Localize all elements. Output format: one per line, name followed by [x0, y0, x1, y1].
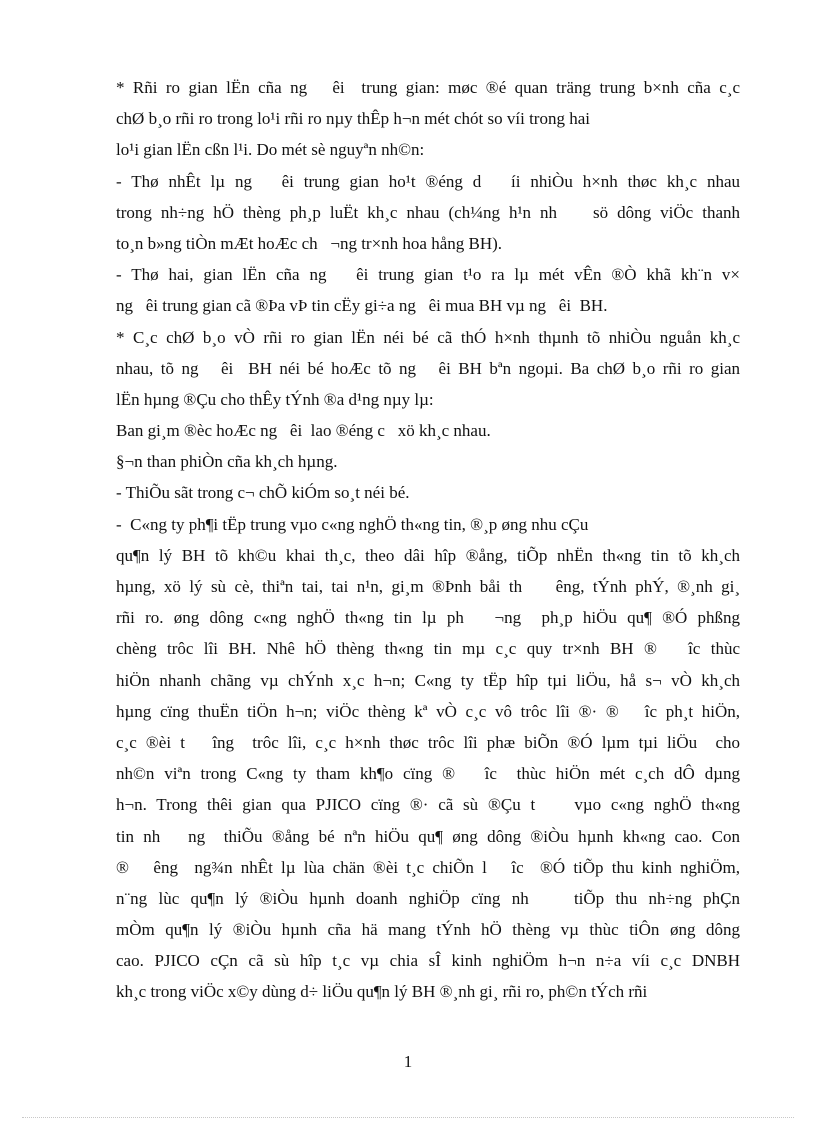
- text-line: Ban gi¸m ®èc hoÆc ng êi lao ®éng c xö kh¸c nhau.: [116, 421, 491, 441]
- text-line: * C¸c chØ b¸o vÒ rñi ro gian lËn néi bé cã thÓ h×nh thµnh tõ nhiÒu nguån kh¸c: [116, 327, 740, 347]
- text-line: tin nh ng thiÕu ®ång bé nªn hiÖu qu¶ øng dông ®iÒu hµnh kh«ng cao. Con: [116, 826, 740, 846]
- text-line: qu¶n lý BH tõ kh©u khai th¸c, theo dâi hîp ®ång, tiÕp nhËn th«ng tin tõ kh¸ch: [116, 545, 740, 565]
- text-line: n¨ng lùc qu¶n lý ®iÒu hµnh doanh nghiÖp cïng nh tiÕp thu nh÷ng phÇn: [116, 888, 740, 908]
- text-line: - C«ng ty ph¶i tËp trung vµo c«ng nghÖ th«ng tin, ®¸p øng nhu cÇu: [116, 514, 589, 534]
- text-line: chèng trôc lîi BH. Nhê hÖ thèng th«ng tin mµ c¸c quy tr×nh BH ® îc thùc: [116, 639, 740, 659]
- page-number: 1: [403, 1052, 413, 1071]
- text-line: trong nh÷ng hÖ thèng ph¸p luËt kh¸c nhau (ch¼ng h¹n nh sö dông viÖc thanh: [116, 202, 740, 222]
- text-line: - Thø hai, gian lËn cña ng êi trung gian t¹o ra lµ mét vÊn ®Ò khã kh¨n v×: [116, 265, 740, 285]
- text-line: hµng cïng thuËn tiÖn h¬n; viÖc thèng kª vÒ c¸c vô trôc lîi ®· ® îc ph¸t hiÖn,: [116, 701, 740, 721]
- text-line: - ThiÕu sãt trong c¬ chÕ kiÓm so¸t néi bé.: [116, 483, 410, 503]
- text-line: hiÖn nhanh chãng vµ chÝnh x¸c h¬n; C«ng ty tËp hîp tµi liÖu, hå s¬ vÒ kh¸ch: [116, 670, 740, 690]
- text-line: ® êng ng¾n nhÊt lµ lùa chän ®èi t¸c chiÕn l îc ®Ó tiÕp thu kinh nghiÖm,: [116, 857, 740, 877]
- text-line: h¬n. Trong thêi gian qua PJICO cïng ®· cã sù ®Çu t vµo c«ng nghÖ th«ng: [116, 795, 740, 815]
- footer-divider: [22, 1117, 794, 1118]
- text-line: * Rñi ro gian lËn cña ng êi trung gian: møc ®é quan träng trung b×nh cña c¸c: [116, 78, 740, 97]
- text-line: chØ b¸o rñi ro trong lo¹i rñi ro nµy thÊp h¬n mét chót so víi trong hai: [116, 109, 590, 129]
- text-line: lËn hµng ®Çu cho thÊy tÝnh ®a d¹ng nµy lµ:: [116, 389, 434, 409]
- text-line: rñi ro. øng dông c«ng nghÖ th«ng tin lµ ph ¬ng ph¸p hiÖu qu¶ ®Ó phßng: [116, 608, 740, 628]
- text-line: hµng, xö lý sù cè, thiªn tai, tai n¹n, gi¸m ®Þnh båi th êng, tÝnh phÝ, ®¸nh gi¸: [116, 577, 740, 596]
- text-line: kh¸c trong viÖc x©y dùng d÷ liÖu qu¶n lý BH ®¸nh gi¸ rñi ro, ph©n tÝch rñi: [116, 982, 648, 1002]
- text-line: lo¹i gian lËn cßn l¹i. Do mét sè nguyªn nh©n:: [116, 140, 425, 160]
- text-line: nhau, tõ ng êi BH néi bé hoÆc tõ ng êi BH bªn ngoµi. Ba chØ b¸o rñi ro gian: [116, 358, 740, 378]
- text-line: §¬n than phiÒn cña kh¸ch hµng.: [116, 452, 338, 472]
- text-line: - Thø nhÊt lµ ng êi trung gian ho¹t ®éng d íi nhiÒu h×nh thøc kh¸c nhau: [116, 171, 740, 191]
- text-line: ng êi trung gian cã ®Þa vÞ tin cËy gi÷a ng êi mua BH vµ ng êi BH.: [116, 296, 608, 316]
- body-text: [116, 72, 740, 1008]
- text-line: cao. PJICO cÇn cã sù hîp t¸c vµ chia sÎ kinh nghiÖm h¬n n÷a víi c¸c DNBH: [116, 951, 740, 971]
- text-line: nh©n viªn trong C«ng ty tham kh¶o cïng ® îc thùc hiÖn mét c¸ch dÔ dµng: [116, 764, 740, 784]
- text-line: c¸c ®èi t îng trôc lîi, c¸c h×nh thøc trôc lîi phæ biÕn ®Ó lµm tµi liÖu cho: [116, 732, 740, 752]
- text-line: to¸n b»ng tiÒn mÆt hoÆc ch ¬ng tr×nh hoa hång BH).: [116, 233, 503, 253]
- text-line: mÒm qu¶n lý ®iÒu hµnh cña hä mang tÝnh hÖ thèng vµ thùc tiÔn øng dông: [116, 920, 740, 940]
